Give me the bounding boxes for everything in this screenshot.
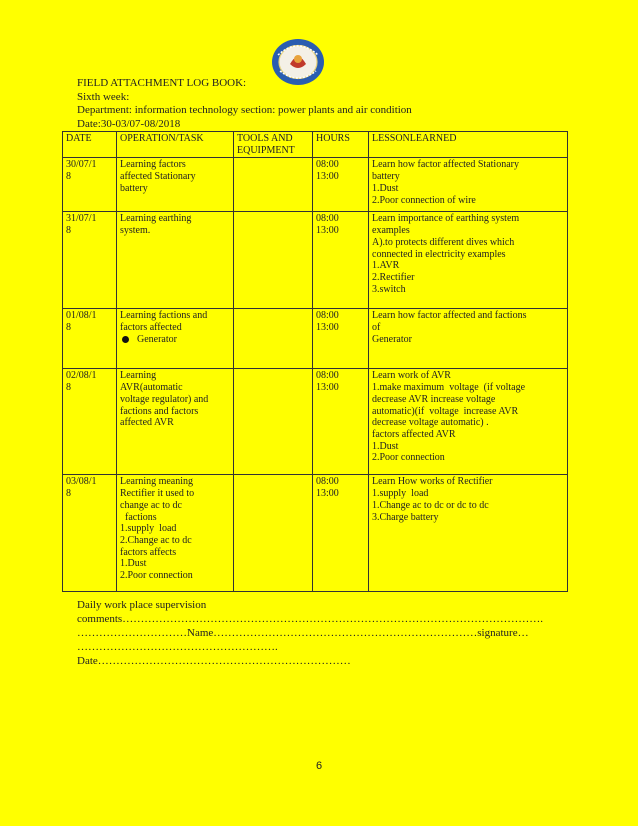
bullet-item [120,334,230,346]
task-line: factions and factors [120,405,199,417]
date-line: 30/07/1 [66,159,97,171]
tools-cell [234,158,313,212]
hours-line: 13:00 [316,382,339,394]
lesson-line: A).to protects different dives which [372,236,515,248]
task-line: AVR(automatic [120,382,183,394]
activity-log-table [62,131,568,592]
lesson-line: 1.Dust [372,440,399,452]
task-line: Learning factions and [120,310,208,322]
task-line: 1.supply load [120,523,177,535]
task-line: 2.Poor connection [120,570,193,582]
table-row [63,158,568,212]
lesson-line: Learn how factor affected Stationary [372,159,519,171]
date-line: 02/08/1 [66,370,97,382]
task-line: change ac to dc [120,499,182,511]
supervision-footer [77,598,543,668]
lesson-line: 1.make maximum voltage (if voltage [372,382,526,394]
date-line: 03/08/1 [66,476,97,488]
lesson-line: examples [372,225,410,237]
task-line: Rectifier it used to [120,488,195,500]
hours-cell [313,475,369,592]
lesson-line: 2.Poor connection of wire [372,194,476,206]
task-line: Learning earthing [120,213,192,225]
task-line: Learning factors [120,159,186,171]
column-header: TOOLS AND EQUIPMENT [234,132,313,158]
table-row [63,212,568,309]
lesson-line: 3.Charge battery [372,511,439,523]
date-line: 8 [66,225,71,237]
task-line: factors affected [120,322,182,334]
column-header: HOURS [313,132,369,158]
table-body [63,158,568,592]
supervision-label: Daily work place supervision [77,599,207,611]
lesson-line: Learn How works of Rectifier [372,476,493,488]
lesson-cell [369,212,568,309]
hours-line: 08:00 [316,213,339,225]
task-line: battery [120,182,148,194]
dotted-line: ………………………………………………. [77,641,278,653]
hours-line: 13:00 [316,225,339,237]
task-cell [117,212,234,309]
lesson-cell [369,475,568,592]
name-signature-line: …………………………Name………………………………………………………………signature… [77,627,529,639]
hours-line: 08:00 [316,476,339,488]
page-number: 6 [315,760,323,772]
hours-cell [313,369,369,475]
hours-line: 13:00 [316,488,339,500]
date-line: 31/07/1 [66,213,97,225]
date-cell [63,158,117,212]
date-cell [63,309,117,369]
lesson-line: Generator [372,333,412,345]
hours-cell [313,158,369,212]
lesson-line: 3.switch [372,283,406,295]
date-cell [63,475,117,592]
date-line: 8 [66,382,71,394]
task-line: factors affects [120,546,177,558]
hours-cell [313,309,369,369]
lesson-line: factors affected AVR [372,428,456,440]
tools-cell [234,475,313,592]
task-line: 2.Change ac to dc [120,534,192,546]
comments-line: comments……………………………………………………………………………………………………. [77,613,543,625]
table-header-row [63,132,568,158]
task-line: 1.Dust [120,558,147,570]
task-line: system. [120,225,151,237]
lesson-line: 1.Change ac to dc or dc to dc [372,499,489,511]
bullet-icon [122,336,129,343]
task-line: factions [120,511,157,523]
date-line: 8 [66,488,71,500]
tools-cell [234,309,313,369]
lesson-line: connected in electricity examples [372,248,506,260]
column-header: LESSONLEARNED [369,132,568,158]
lesson-line: automatic)(if voltage increase AVR [372,405,519,417]
lesson-cell [369,309,568,369]
logbook-header [77,77,412,131]
lesson-line: 1.AVR [372,260,400,272]
lesson-line: Learn work of AVR [372,370,451,382]
lesson-line: 1.Dust [372,182,399,194]
column-header: DATE [63,132,117,158]
date-line: 8 [66,322,71,334]
logbook-title: FIELD ATTACHMENT LOG BOOK: [77,77,247,89]
task-cell [117,309,234,369]
column-header: OPERATION/TASK [117,132,234,158]
lesson-line: Learn how factor affected and factions [372,310,527,322]
tools-cell [234,212,313,309]
date-range: Date:30-03/07-08/2018 [77,117,181,130]
task-line: Learning meaning [120,476,194,488]
task-line: affected Stationary [120,171,196,183]
task-cell [117,158,234,212]
lesson-line: decrease AVR increase voltage [372,393,496,405]
task-cell [117,475,234,592]
department-label: Department: information technology section: power plants and air condition [77,104,412,116]
lesson-line: decrease voltage automatic) . [372,417,489,429]
table-row [63,475,568,592]
hours-cell [313,212,369,309]
lesson-line: battery [372,171,400,183]
lesson-line: 2.Poor connection [372,452,445,464]
hours-line: 08:00 [316,370,339,382]
task-line: affected AVR [120,417,174,429]
task-line: Learning [120,370,157,382]
date-line: 8 [66,171,71,183]
table-row [63,369,568,475]
lesson-line: of [372,322,381,334]
lesson-cell [369,158,568,212]
footer-date-line: Date…………………………………………………………… [77,655,351,667]
date-cell [63,369,117,475]
hours-line: 08:00 [316,310,339,322]
lesson-line: 1.supply load [372,488,429,500]
hours-line: 13:00 [316,322,339,334]
lesson-cell [369,369,568,475]
hours-line: 13:00 [316,171,339,183]
week-label: Sixth week: [77,90,130,103]
lesson-line: 2.Rectifier [372,271,415,283]
task-cell [117,369,234,475]
lesson-line: Learn importance of earthing system [372,213,520,225]
table-row [63,309,568,369]
bullet-text: Generator [137,333,177,345]
date-line: 01/08/1 [66,310,97,322]
task-line: voltage regulator) and [120,393,209,405]
hours-line: 08:00 [316,159,339,171]
tools-cell [234,369,313,475]
date-cell [63,212,117,309]
